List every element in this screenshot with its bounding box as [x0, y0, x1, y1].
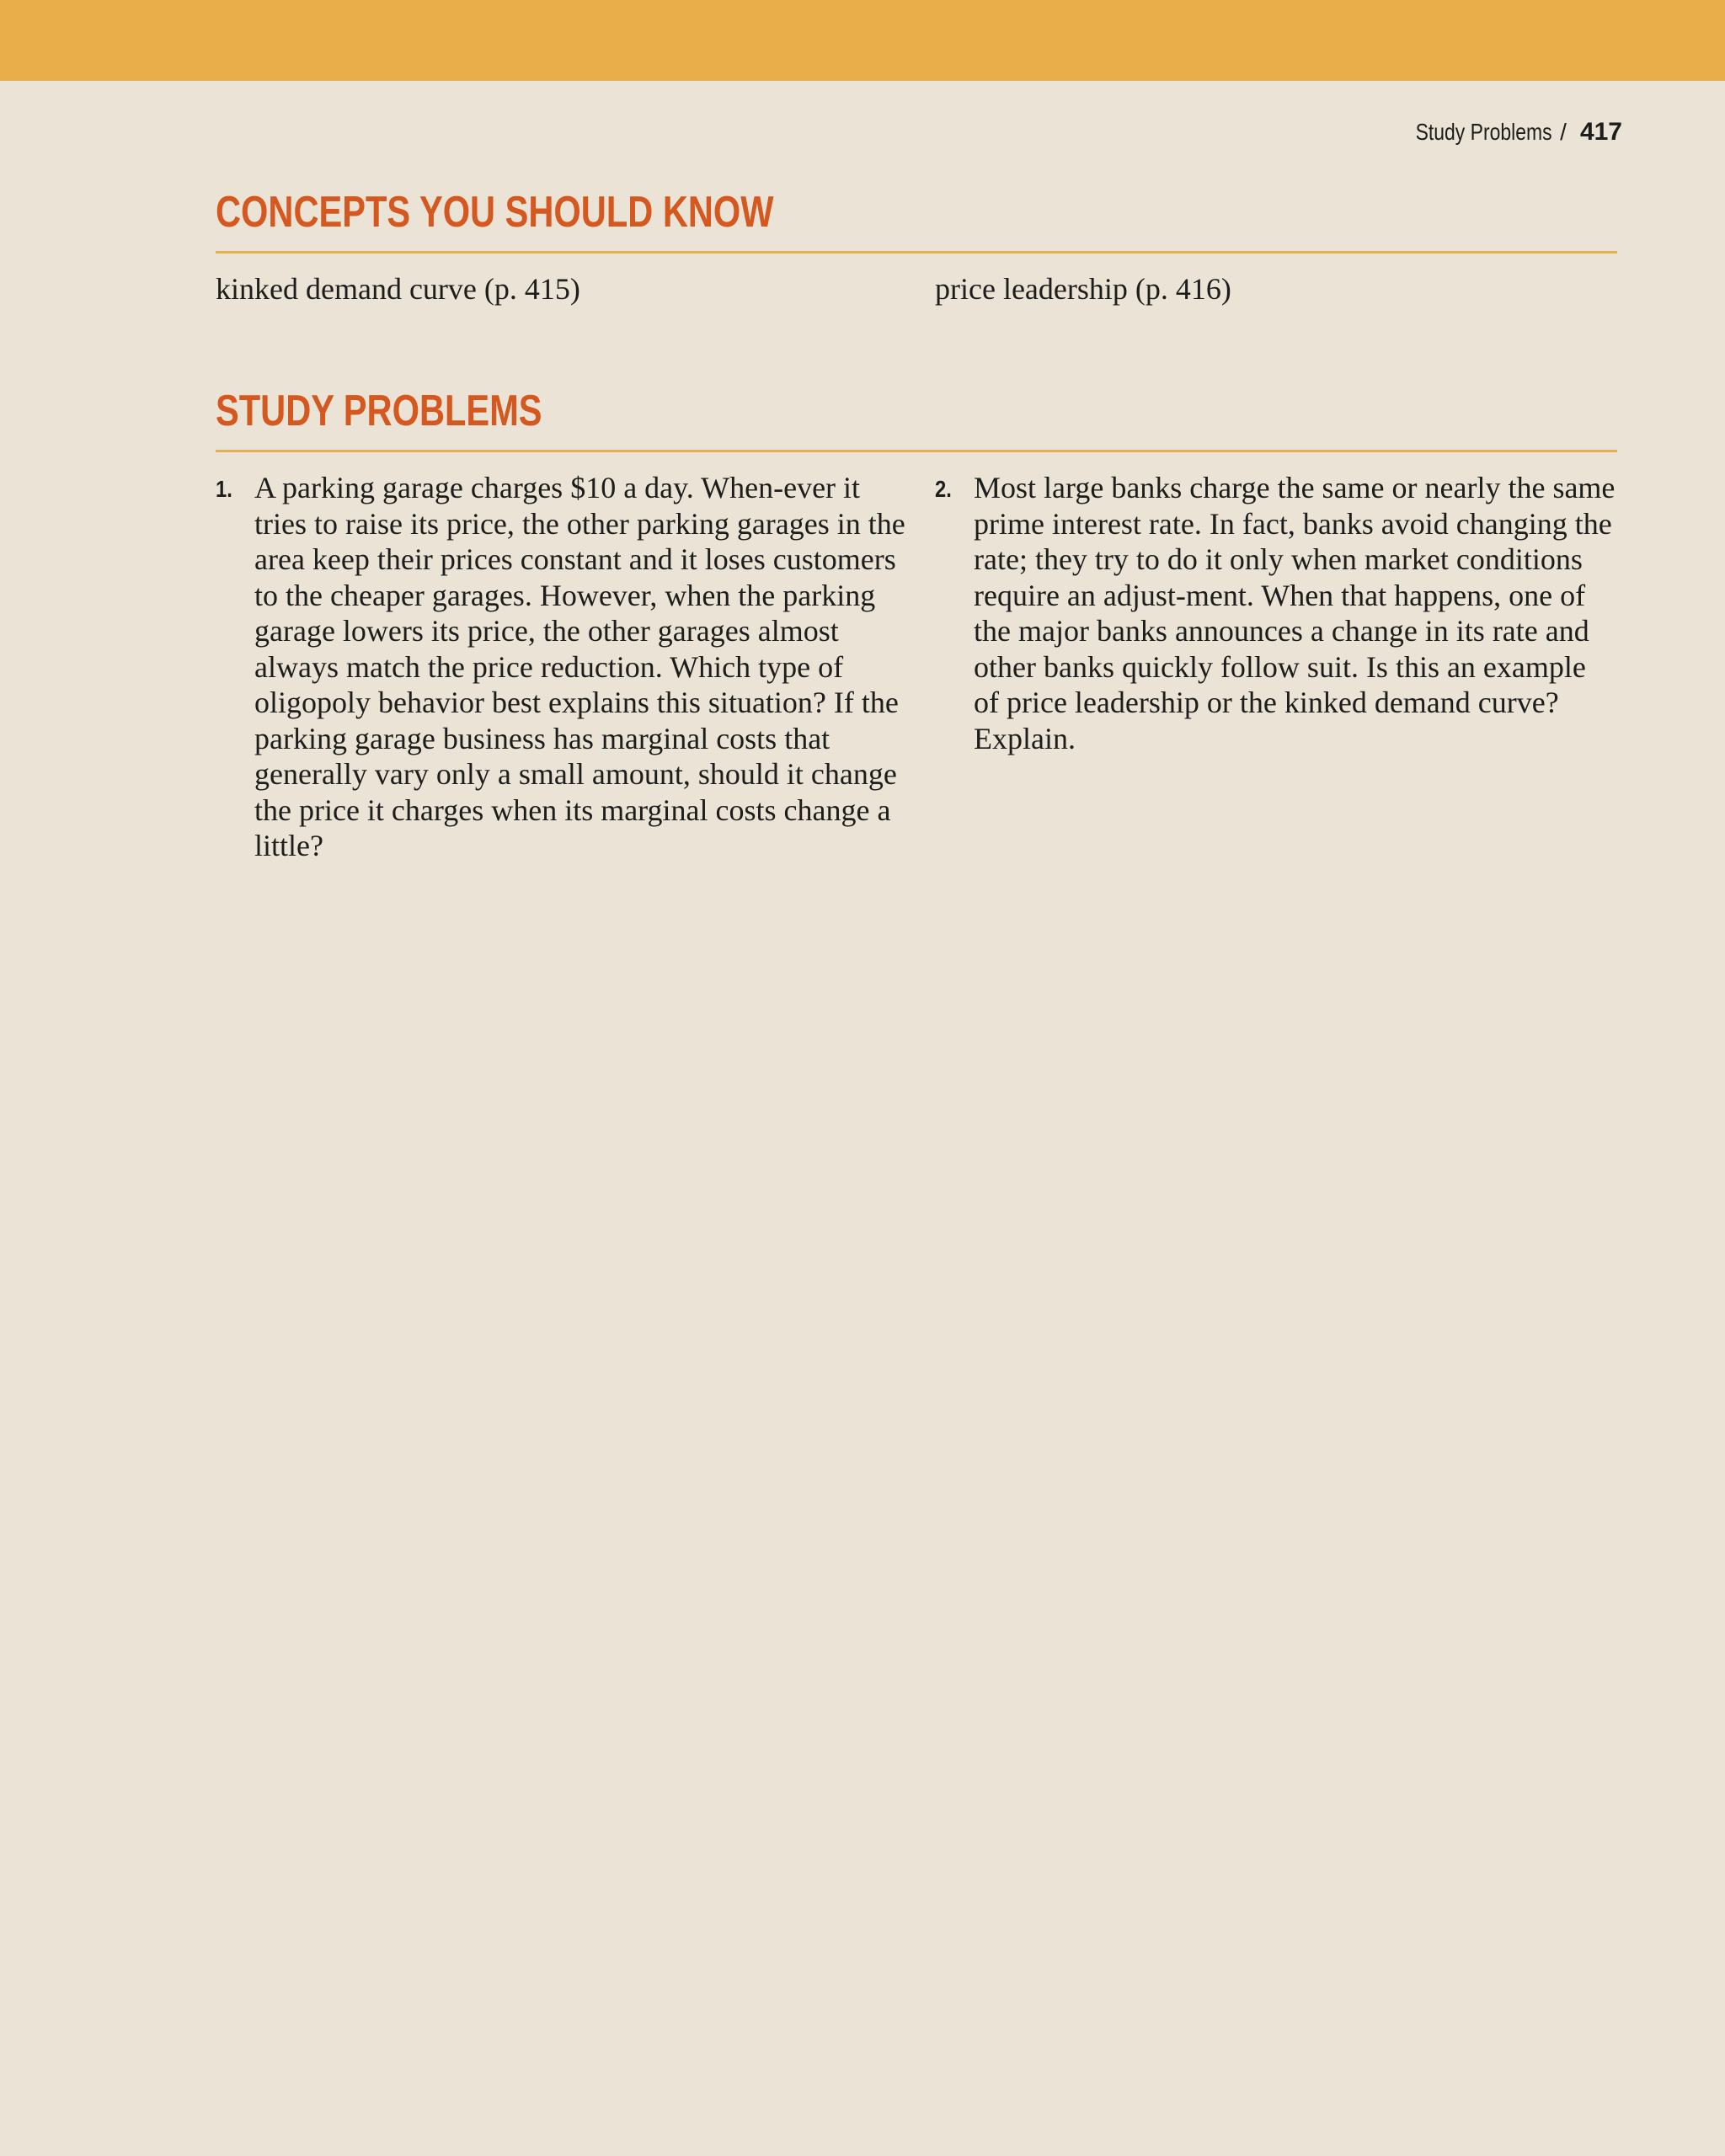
- concepts-section: [216, 190, 1617, 253]
- problem-number: 2.: [935, 476, 952, 502]
- problem-text: A parking garage charges $10 a day. When-ever it tries to raise its price, the other parking garages in the area keep their prices constant and it loses customers to the cheaper garages. However, when the parking garage lowers its price, the other garages almost always match the price reduction. Which type of oligopoly behavior best explains this situation? If the parking garage business has marginal costs that generally vary only a small amount, should it change the price it charges when its marginal costs change a little?: [254, 471, 905, 862]
- running-head: [1386, 118, 1622, 152]
- concept-item: kinked demand curve (p. 415): [216, 272, 580, 306]
- problem-item: [935, 470, 1617, 864]
- study-problems-section: [216, 389, 1617, 452]
- study-problems-rule: [216, 450, 1617, 452]
- top-color-band: [0, 0, 1725, 81]
- concepts-list: [216, 271, 1617, 307]
- study-problems-heading: STUDY PROBLEMS: [216, 387, 542, 435]
- concept-item: price leadership (p. 416): [935, 272, 1231, 306]
- concepts-rule: [216, 251, 1617, 253]
- problem-number: 1.: [216, 476, 232, 502]
- problems-list: [216, 470, 1617, 864]
- problem-item: [216, 470, 935, 864]
- page-number: 417: [1579, 118, 1622, 146]
- problem-text: Most large banks charge the same or nearly the same prime interest rate. In fact, banks avoid changing the rate; they try to do it only when market conditions require an adjust-ment. When that happens, one of the major banks announces a change in its rate and other banks quickly follow suit. Is this an example of price leadership or the kinked demand curve? Explain.: [974, 471, 1616, 755]
- concepts-heading: CONCEPTS YOU SHOULD KNOW: [216, 188, 774, 237]
- running-head-separator: /: [1560, 119, 1567, 145]
- running-head-section: Study Problems: [1415, 119, 1552, 145]
